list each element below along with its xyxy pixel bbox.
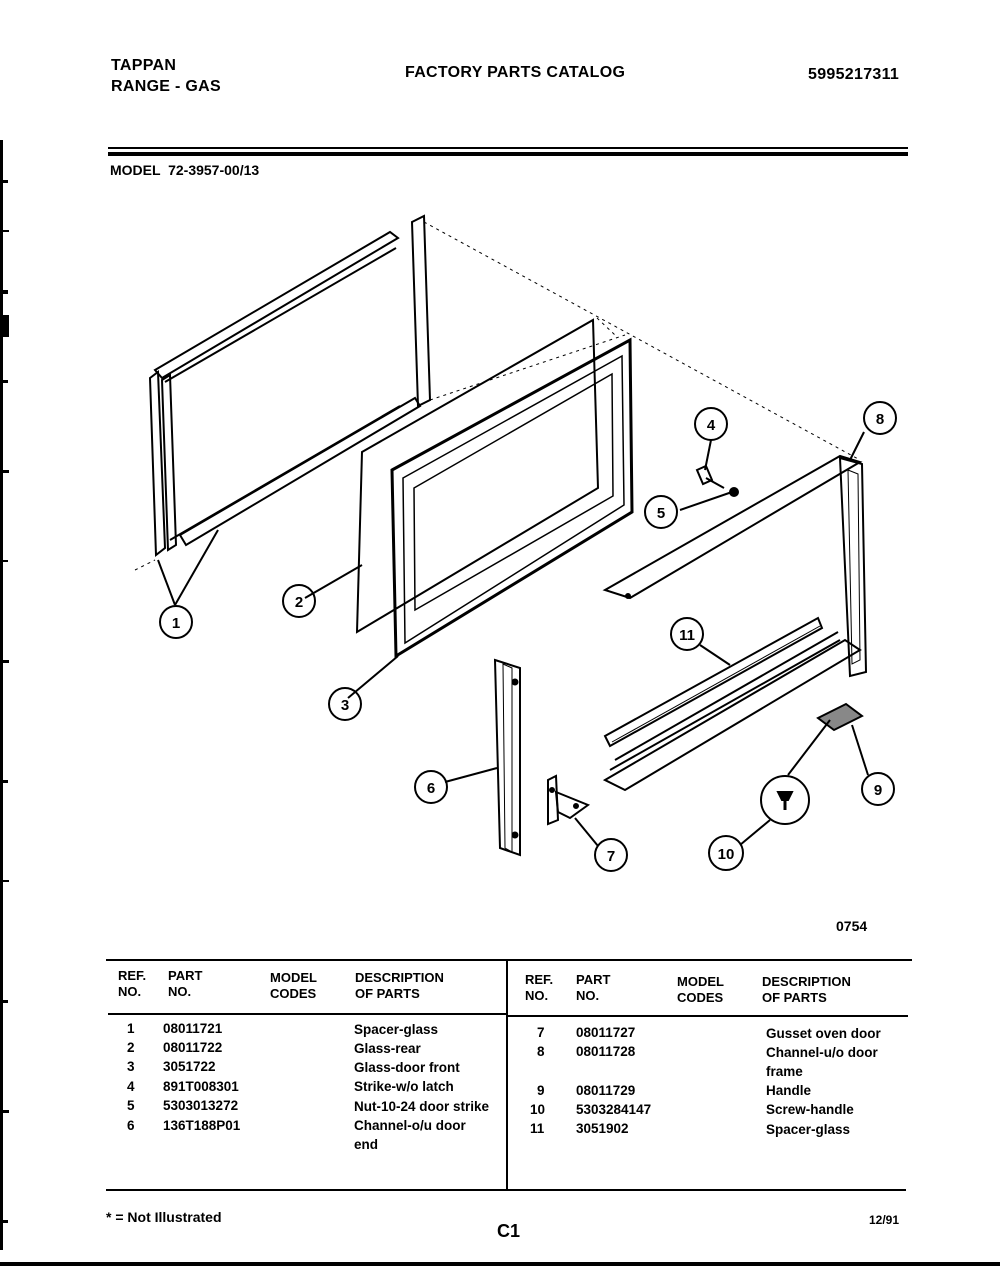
header-desc-right: DESCRIPTION OF PARTS (762, 974, 851, 1005)
header-desc-left: DESCRIPTION OF PARTS (355, 970, 444, 1001)
revision-date: 12/91 (869, 1213, 900, 1227)
channel-uo-door-frame-part (605, 456, 866, 790)
figure-code: 0754 (836, 918, 868, 934)
header-model-right: MODEL CODES (677, 974, 724, 1005)
callout-11: 11 (679, 627, 695, 644)
table-header-rule-left (108, 1013, 506, 1015)
table-bottom-rule (106, 1189, 906, 1191)
screw-handle-part (761, 776, 809, 824)
callout-3: 3 (340, 697, 350, 714)
callout-5: 5 (656, 505, 666, 522)
callout-2: 2 (294, 594, 304, 611)
page-number: C1 (497, 1221, 521, 1241)
catalog-number: 5995217311 (808, 66, 900, 83)
header-model-left: MODEL CODES (270, 970, 317, 1001)
callout-8: 8 (875, 411, 885, 428)
callout-7: 7 (606, 848, 616, 865)
header-part-right: PART NO. (576, 972, 611, 1003)
channel-ou-door-end-part (495, 660, 520, 855)
callout-4: 4 (706, 417, 716, 434)
model-number: MODEL 72-3957-00/13 (110, 162, 260, 178)
catalog-title: FACTORY PARTS CATALOG (405, 64, 626, 81)
callout-1: 1 (171, 615, 181, 632)
brand: TAPPAN (111, 57, 177, 74)
header-part-left: PART NO. (168, 968, 203, 999)
callout-9: 9 (873, 782, 883, 799)
gusset-part (548, 776, 588, 824)
callout-6: 6 (426, 780, 436, 797)
callout-10: 10 (717, 846, 735, 863)
table-header-rule-right (508, 1015, 908, 1017)
product-line: RANGE - GAS (111, 78, 221, 95)
spacer-glass-11-part (605, 618, 822, 746)
header-ref-left: REF. NO. (118, 968, 147, 999)
header-ref-right: REF. NO. (525, 972, 554, 1003)
table-top-rule (106, 959, 912, 961)
page-bottom-border (0, 1262, 1000, 1266)
spacer-glass-part (150, 216, 430, 555)
strike-and-nut-part (697, 466, 738, 496)
table-column-divider (506, 961, 508, 1189)
not-illustrated-note: * = Not Illustrated (106, 1209, 222, 1225)
